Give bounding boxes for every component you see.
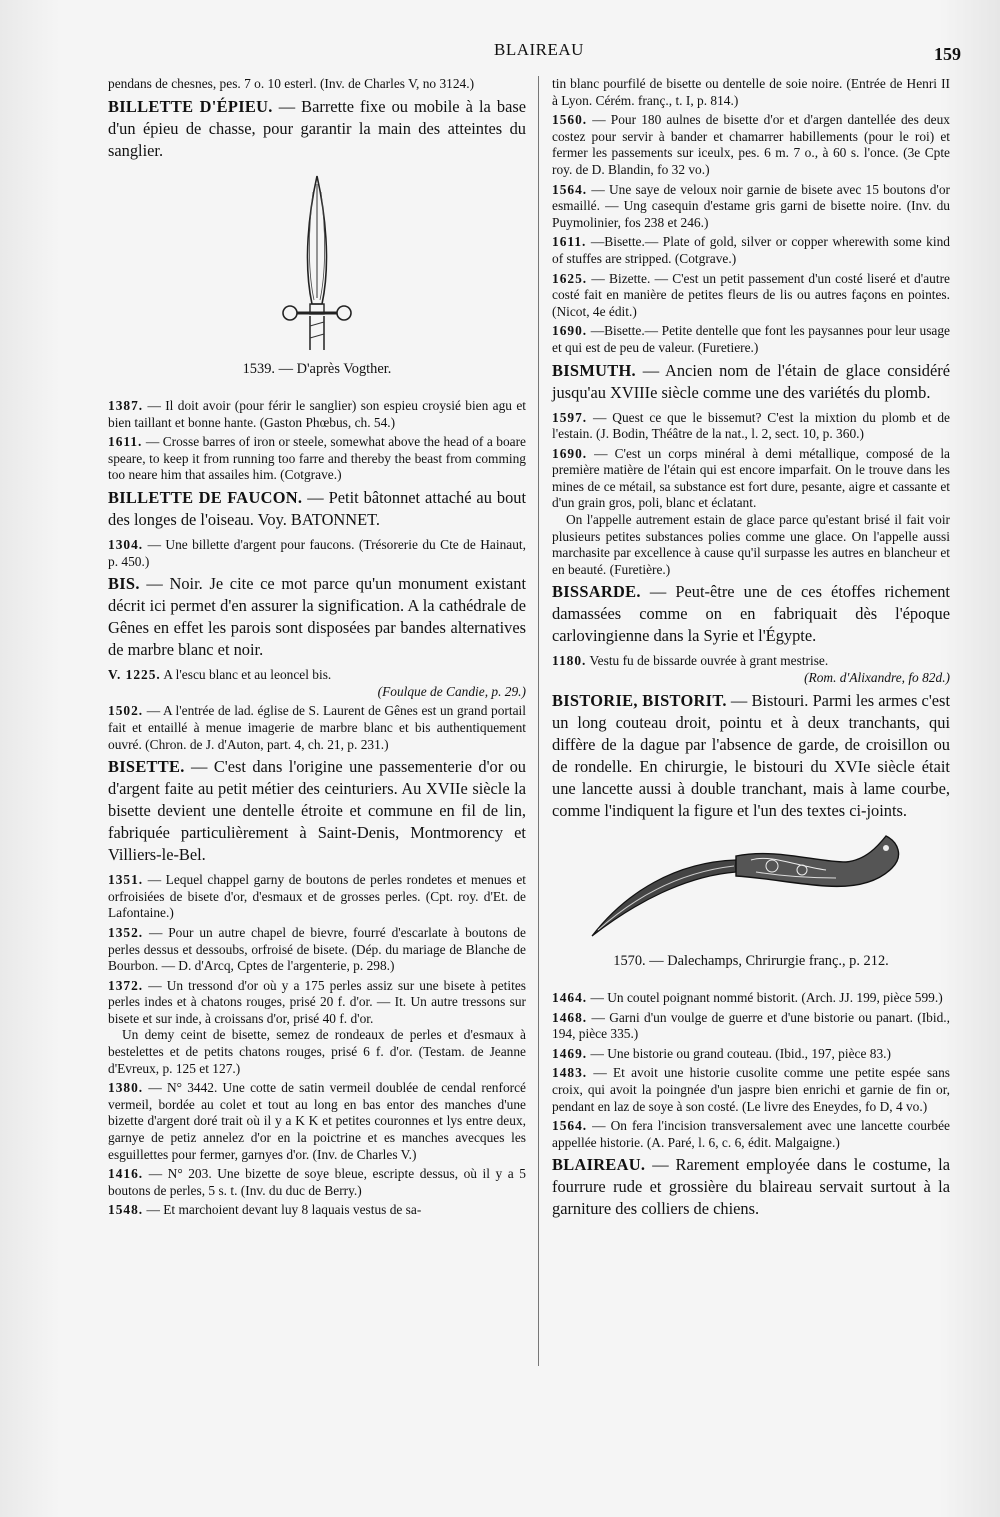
quote-text: A l'escu blanc et au leoncel bis. (160, 667, 332, 683)
quote-1380 (108, 1080, 526, 1163)
quote-year: 1611. (552, 234, 587, 250)
quote-text: — Un coutel poignant nommé bistorit. (Arch. JJ. 199, pièce 599.) (587, 990, 943, 1006)
quote-year: 1372. (108, 977, 144, 993)
definition: — Ancien nom de l'étain de glace considéré jusqu'au XVIIIe siècle comme une des variétés du plomb. (552, 360, 950, 402)
headword: BISSARDE. (552, 582, 641, 602)
quote-year: 1690. (552, 323, 588, 339)
quote-1597 (552, 410, 950, 443)
figure-spear (108, 172, 526, 357)
entry-bisette (108, 756, 526, 866)
entry-bissarde (552, 581, 950, 647)
quote-source: (Foulque de Candie, p. 29.) (377, 683, 526, 699)
quote-year: 1502. (108, 703, 144, 719)
quote-1564 (552, 182, 950, 232)
quote-text: — C'est un corps minéral à demi métallique, composé de la première matière de l'étain qui est encore imparfait. On le trouve dans les mines de ce métail, sa substance est fort dure, pesante, aigre et cassante et d'un grain gros, poli, blanc et éclatant. (552, 445, 950, 511)
quote-year: V. 1225. (108, 667, 161, 683)
definition: — Rarement employée dans le costume, la fourrure rude et grossière du blaireau servait surtout à la garniture des colliers de chiens. (552, 1155, 950, 1219)
definition: — Bistouri. Parmi les armes c'est un long couteau droit, pointu et à deux tranchants, qui diffère de la dague par l'absence de garde, de croisillon ou de rondelle. En chirurgie, le bistouri du XVIe siècle était une lancette aussi à double tranchant, mais à lame courbe, comme l'indiquent la figure et l'un des textes ci-joints. (552, 690, 950, 820)
quote-source: (Rom. d'Alixandre, fo 82d.) (804, 670, 950, 686)
quote-year: 1597. (552, 409, 588, 425)
headword: BILLETTE D'ÉPIEU. (108, 96, 273, 116)
running-head: BLAIREAU (494, 40, 584, 59)
page-number: 159 (934, 44, 961, 64)
entry-bistorie (552, 690, 950, 822)
quote-year: 1548. (108, 1202, 144, 1218)
left-column (108, 76, 526, 1222)
quote-1469 (552, 1046, 950, 1063)
quote-text: — Pour 180 aulnes de bisette d'or et d'argen dantellée des deux costez pour servir à bander et chamarrer habillements (pour le roi) et fermer les passements sur iceulx, pes. 6 m. 7 o., à 60 s. l'once. (3e Cpte roy. de D. Blandin, fo 32 vo.) (552, 112, 950, 177)
column-divider (538, 76, 539, 1366)
quote-year: 1351. (108, 872, 144, 888)
continued-quote: pendans de chesnes, pes. 7 o. 10 esterl. (Inv. de Charles V, no 3124.) (108, 76, 475, 91)
headword: BISTORIE, BISTORIT. (552, 690, 727, 710)
entry-blaireau (552, 1154, 950, 1220)
quote-1351 (108, 872, 526, 922)
entry-billette-de-faucon (108, 487, 526, 531)
quote-year: 1611. (108, 434, 143, 450)
quote-1352 (108, 925, 526, 975)
entry-bis (108, 573, 526, 661)
quote-text: — N° 3442. Une cotte de satin vermeil doublée de cendal renforcé vermeil, bordée au colet et tout au long en bas entor des manches d'une bizette d'argent doré trait où il y a K K et petites couronnes et lys entre deux, garnye de petiz annelez d'or en la poictrine et es manches avecques les esguillettes pour fermer, garnyes d'or. (Inv. de Charles V.) (108, 1080, 526, 1162)
quote-year: 1352. (108, 924, 144, 940)
quote-1464 (552, 990, 950, 1007)
quote-1416 (108, 1166, 526, 1199)
quote-year: 1560. (552, 112, 588, 128)
quote-text: — A l'entrée de lad. église de S. Laurent de Gênes est un grand portail fait et entaillé à menue imagerie de marbre blanc et bis authentiquement ouvré. (Chron. de J. d'Auton, part. 4, ch. 21, p. 231.) (108, 703, 526, 752)
quote-1611 (108, 434, 526, 484)
quote-text: —Bisette.— Plate of gold, silver or copper wherewith some kind of stuffes are stripped. (Cotgrave.) (552, 234, 950, 266)
definition: — Petit bâtonnet attaché au bout des longes de l'oiseau. Voy. BATONNET. (108, 487, 527, 529)
headword: BIS. (108, 574, 140, 594)
quote-text: — Et avoit une historie cusolite comme une petite espée sans croix, qui avoit la poingnée d'un jaspre bien enrichi et garnie de fin or, pendant en laz de soye à son costé. (Le livre des Eneydes, fo D, 4 vo.) (552, 1065, 950, 1114)
quote-text: — On fera l'incision transversalement avec une lancette courbée appellée historie. (A. Paré, l. 6, c. 6, édit. Malgaigne.) (552, 1118, 950, 1150)
quote-1611 (552, 234, 950, 267)
quote-1548 (108, 1202, 526, 1219)
headword: BISMUTH. (552, 360, 636, 380)
quote-text: — Bizette. — C'est un petit passement d'un costé liseré et d'autre costé fait en manière de petites fleurs de lis ou autres façons en pointes. (Nicot, 4e édit.) (552, 270, 950, 319)
quote-year: 1468. (552, 1009, 588, 1025)
figure-caption: 1539. — D'après Vogther. (242, 360, 392, 377)
quote-1483 (552, 1065, 950, 1115)
quote-year: 1304. (108, 536, 144, 552)
quote-year: 1387. (108, 398, 144, 413)
quote-1564-b (552, 1118, 950, 1151)
quote-year: 1483. (552, 1065, 588, 1081)
quote-1502 (108, 703, 526, 753)
quote-text: — Une bistorie ou grand couteau. (Ibid., 197, pièce 83.) (587, 1045, 891, 1061)
spear-illustration (262, 172, 372, 352)
quote-year: 1380. (108, 1080, 144, 1096)
quote-1372 (108, 978, 526, 1028)
quote-text: — Crosse barres of iron or steele, somewhat above the head of a boare speare, to keep it from running too farre and thereby the beast from comming too neare him that assailes him. (Cotgrave.) (108, 434, 526, 483)
entry-bismuth (552, 360, 950, 404)
quote-1690-b (552, 446, 950, 512)
quote-text: — Une saye de veloux noir garnie de bisete avec 15 boutons d'or esmaillé. — Ung casequin d'estame gris garni de bisette noire. (Inv. du Puymolinier, fos 238 et 246.) (552, 181, 950, 230)
quote-year: 1625. (552, 270, 588, 286)
quote-1304 (108, 537, 526, 570)
quote-year: 1690. (552, 445, 588, 461)
quote-text: — Une billette d'argent pour faucons. (Trésorerie du Cte de Hainaut, p. 450.) (108, 536, 526, 569)
figure-caption: 1570. — Dalechamps, Chrirurgie franç., p. 212. (613, 952, 889, 969)
quote-year: 1180. (552, 653, 587, 669)
headword: BISETTE. (108, 757, 185, 777)
quote-text: — Il doit avoir (pour férir le sanglier) son espieu croysié bien agu et bien taillant et bonne hante. (Gaston Phœbus, ch. 54.) (108, 398, 526, 430)
definition: — Peut-être une de ces étoffes richement damassées comme on en fabriquait dès l'époque carlovingienne dans la Syrie et l'Égypte. (552, 582, 950, 646)
quote-1690 (552, 323, 950, 356)
quote-text: — Quest ce que le bissemut? C'est la mixtion du plomb et de l'estain. (J. Bodin, Théâtre de la nat., l. 2, sect. 10, p. 360.) (552, 409, 950, 442)
quote-text: — Pour un autre chapel de bievre, fourré d'escarlate à boutons de perles dessus et dessoubs, orfroisé de bisete. (Dép. du mariage de Blanche de Bourbon. — D. d'Arcq, Cptes de l'argenterie, p. 298.) (108, 924, 526, 974)
bistoury-illustration (586, 832, 916, 942)
quote-1180 (552, 653, 950, 670)
quote-text: — Et marchoient devant luy 8 laquais vestus de sa- (143, 1202, 422, 1218)
quote-text: — Garni d'un voulge de guerre et d'une bistorie ou panart. (Ibid., 194, pièce 335.) (552, 1009, 950, 1042)
quote-1372-cont: Un demy ceint de bisette, semez de rondeaux de perles et d'esmaux à bestelettes et de petits chatons rouges, prisé 6 f. d'or. (Testam. de Jeanne d'Evreux, p. 125 et 127.) (108, 1027, 526, 1076)
quote-1625 (552, 271, 950, 321)
definition: — C'est dans l'origine une passementerie d'or ou d'argent faite au petit métier des ceinturiers. Au XVIIe siècle la bisette devient une dentelle étroite et commune en fil de lin, fabriquée particulièrement à Saint-Denis, Montmorency et Villiers-le-Bel. (108, 757, 526, 865)
quote-1387 (108, 398, 526, 431)
quote-year: 1564. (552, 181, 588, 197)
quote-year: 1469. (552, 1045, 588, 1061)
headword: BLAIREAU. (552, 1155, 646, 1175)
right-column (552, 76, 950, 1226)
continued-quote: tin blanc pourfilé de bisette ou dentelle de soie noire. (Entrée de Henri II à Lyon. Cérém. franç., t. I, p. 814.) (552, 76, 950, 108)
headword: BILLETTE DE FAUCON. (108, 487, 303, 507)
quote-text: — Un tressond d'or où y a 175 perles assiz sur une bisete à petites perles indes et à chatons rouges, prisé 20 f. d'or. — It. Un autre tressons sur bisete et sur inde, à croissans d'or, prisé 40 f. d'or. (108, 977, 526, 1026)
quote-text: —Bisette.— Petite dentelle que font les paysannes pour leur usage et qui est de peu de valeur. (Furetiere.) (552, 323, 950, 355)
quote-1468 (552, 1010, 950, 1043)
quote-1225 (108, 667, 526, 684)
quote-1560 (552, 112, 950, 178)
definition: — Barrette fixe ou mobile à la base d'un épieu de chasse, pour garantir la main des atteintes du sanglier. (108, 96, 526, 160)
quote-text: — N° 203. Une bizette de soye bleue, escripte dessus, où il y a 5 boutons de perles, 5 s. t. (Inv. du duc de Berry.) (108, 1166, 526, 1198)
definition: — Noir. Je cite ce mot parce qu'un monument existant décrit ici permet d'en assurer la signification. A la cathédrale de Gênes en effet les parois sont disposées par bandes alternatives de marbre blanc et noir. (108, 574, 526, 660)
quote-year: 1564. (552, 1118, 588, 1134)
quote-text: — Lequel chappel garny de boutons de perles rondetes et menues et orfroisiées de bisete d'or, d'esmaux et de grosses perles. (Cpt. roy. d'Et. de Lafontaine.) (108, 872, 526, 921)
quote-1690-cont: On l'appelle autrement estain de glace parce qu'estant brisé il fait voir plusieurs petites substances polies comme une glace. On l'appelle aussi marchasite par excellence à cause qu'il surpasse les autres en blancheur et en beauté. (Furetière.) (552, 512, 950, 577)
quote-year: 1464. (552, 990, 588, 1006)
quote-text: Vestu fu de bissarde ouvrée à grant mestrise. (586, 653, 829, 669)
quote-year: 1416. (108, 1166, 144, 1182)
figure-bistoury (552, 832, 950, 947)
entry-billette-depieu (108, 96, 526, 162)
